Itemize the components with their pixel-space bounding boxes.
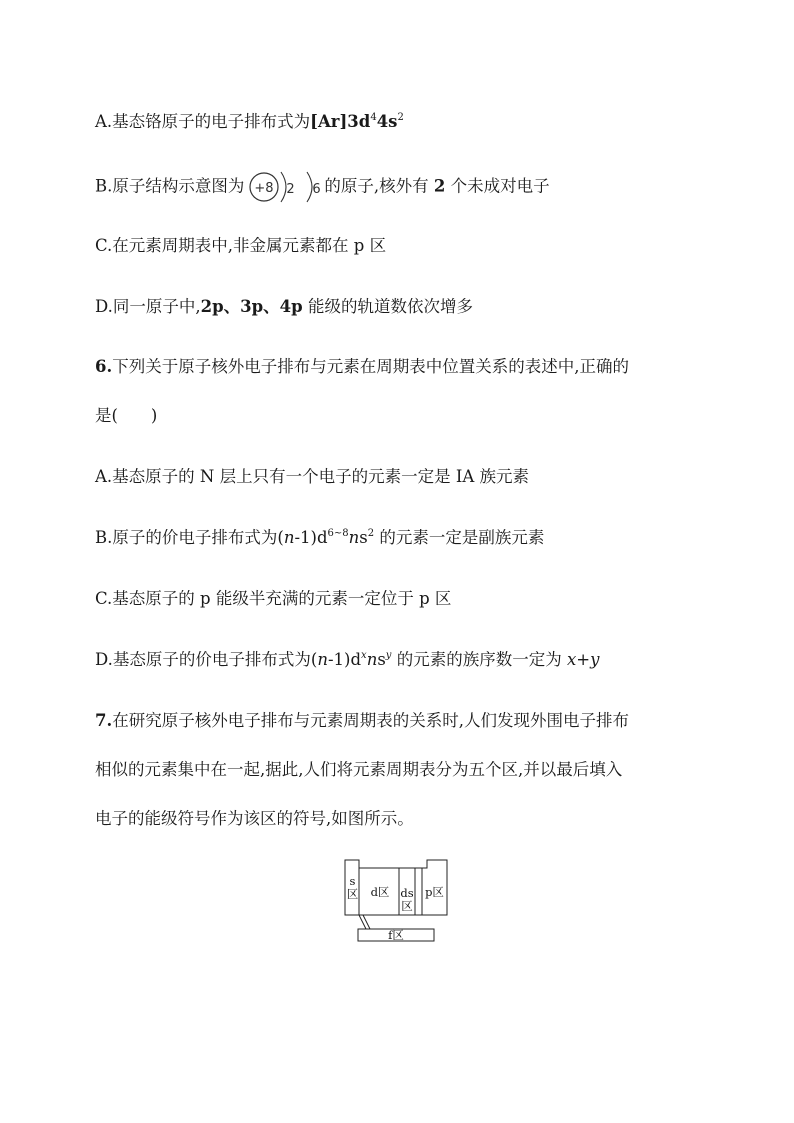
f-block-label: f区 [388, 928, 404, 942]
superscript: x [361, 650, 367, 661]
option-text: 个未成对电子 [445, 176, 550, 196]
q5-option-c: C.在元素周期表中,非金属元素都在 p 区 [95, 236, 387, 255]
option-text: 的元素的族序数一定为 [391, 650, 567, 669]
q6-stem-line2: 是( ) [95, 406, 158, 425]
shell-electrons: 2 [286, 182, 295, 197]
label-part: s [349, 874, 356, 888]
label-part: ds [400, 886, 414, 900]
option-text: D.基态原子的价电子排布式为( [95, 650, 318, 669]
superscript: 4 [370, 112, 377, 123]
option-number: 2 [433, 176, 446, 196]
variable-n: n [317, 650, 328, 669]
label-part: 区 [346, 887, 359, 901]
q5-option-a [95, 111, 404, 133]
q5-option-d [95, 296, 473, 318]
option-text: 的原子,核外有 [324, 176, 434, 196]
nucleus-charge: +8 [254, 181, 274, 196]
question-text: 在研究原子核外电子排布与元素周期表的关系时,人们发现外围电子排布 [112, 711, 629, 730]
variable-n: n [366, 650, 378, 669]
option-text: s [377, 650, 386, 669]
q7-line3: 电子的能级符号作为该区的符号,如图所示。 [95, 809, 414, 828]
q6-option-a: A.基态原子的 N 层上只有一个电子的元素一定是 ⅠA 族元素 [95, 467, 530, 486]
question-text: 下列关于原子核外电子排布与元素在周期表中位置关系的表述中,正确的 [112, 357, 629, 376]
q7-line2: 相似的元素集中在一起,据此,人们将元素周期表分为五个区,并以最后填入 [95, 760, 623, 779]
option-text: -1)d [294, 528, 328, 547]
ds-block-label [399, 887, 415, 913]
electron-config: [Ar]3d [310, 112, 371, 131]
electron-config: 4s [376, 112, 398, 131]
option-text: B.原子的价电子排布式为( [95, 528, 284, 547]
q6-option-c: C.基态原子的 p 能级半充满的元素一定位于 p 区 [95, 589, 452, 608]
superscript: 2 [367, 528, 375, 539]
superscript: 6~8 [327, 528, 349, 539]
d-block-label: d区 [370, 885, 390, 899]
q6-option-d [95, 649, 599, 671]
option-text: 的元素一定是副族元素 [374, 528, 545, 547]
orbital-list: 2p、3p、4p [200, 297, 303, 316]
superscript: y [385, 650, 392, 661]
shell-electrons: 6 [312, 182, 321, 197]
p-block-label: p区 [425, 885, 444, 899]
atom-structure-diagram [245, 170, 323, 204]
label-part: 区 [401, 899, 413, 913]
option-text: A.基态铬原子的电子排布式为 [95, 112, 311, 131]
q5-option-b [95, 170, 550, 204]
q7-line1 [95, 710, 629, 732]
option-text: 能级的轨道数依次增多 [302, 297, 473, 316]
question-number: 6. [95, 357, 113, 376]
periodic-table-blocks-diagram [344, 857, 449, 945]
q6-option-b [95, 527, 544, 549]
option-text: D.同一原子中, [95, 297, 201, 316]
option-text: -1)d [327, 650, 362, 669]
q6-stem-line1 [95, 356, 629, 378]
expression: x+y [566, 650, 600, 669]
question-number: 7. [95, 711, 113, 730]
option-text: s [359, 528, 368, 547]
superscript: 2 [397, 112, 404, 123]
variable-n: n [348, 528, 360, 547]
variable-n: n [283, 528, 295, 547]
s-block-label [346, 875, 359, 901]
option-text: B.原子结构示意图为 [95, 176, 245, 196]
